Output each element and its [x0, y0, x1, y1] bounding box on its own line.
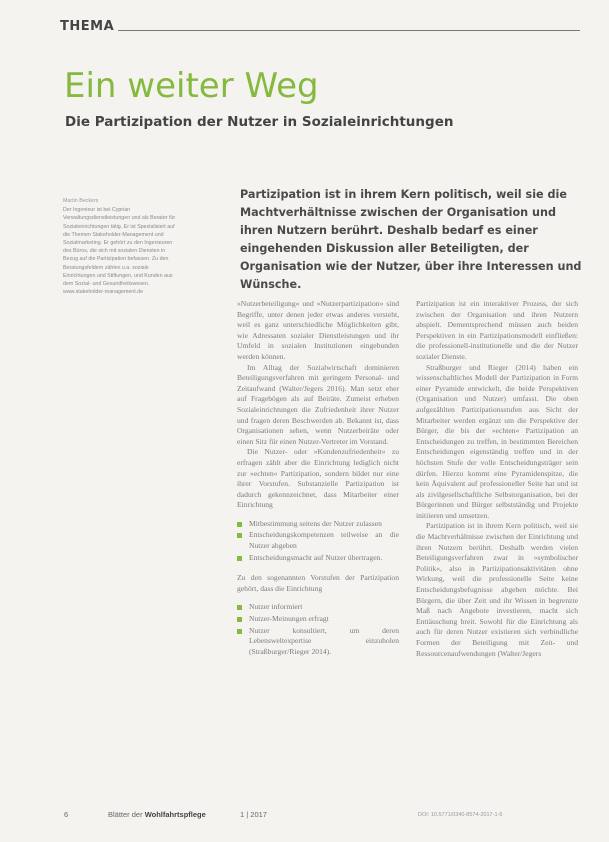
list-item	[237, 602, 399, 613]
doi-reference: DOI: 10.5771/0340-8574-2017-1-6	[418, 812, 503, 818]
list-item-text: Mitbestimmung seitens der Nutzer zulassen	[249, 518, 382, 528]
author-bio: Der Ingenieur ist bei Cyprian Verwaltungsdienstleistungen und als Berater für Sozialeinrichtungen tätig. Er ist Spezialisiert auf die Themen Stakeholder-Management und Sozialmarketing. Er gehört zu den Ingenieuren des Büros, die sich mit sozialen Diensten in Bezug auf die Partizipation befassen. Zu den Beratungsfeldern zählen u.a. soziale Einrichtungen und Stiftungen, und Kunden aus dem Sozial- und Gesundheitswesen. www.stakeholder-management.de	[63, 207, 176, 296]
bullet-list-vorstufen	[237, 602, 399, 657]
author-name: Martin Beckers	[63, 198, 99, 204]
article-title: Ein weiter Weg	[64, 66, 319, 106]
list-item	[237, 553, 399, 564]
section-rule	[118, 30, 580, 31]
body-paragraph: Zu den sogenannten Vorstufen der Partizipation gehört, dass die Einrichtung	[237, 573, 399, 593]
body-paragraph: Die Nutzer- oder »Kundenzufriedenheit« zu erfragen zählt aber die Einrichtung lediglich nicht zur »echten« Partizipation, sondern bildet nur eine ihrer Vorstufen. Substanzielle Partizipation ist dadurch gekennzeichnet, dass Mitarbeiter einer Einrichtung	[237, 447, 399, 510]
square-bullet-icon	[237, 629, 242, 634]
body-paragraph: Straßburger und Rieger (2014) haben ein wissenschaftliches Modell der Partizipation in Form einer Pyramide entwickelt, die beide Perspektiven (Organisation und Nutzer) umfasst. Die oben aufgezählten Partizipationsstufen aus Sicht der Mitarbeiter werden ergänzt um die Perspektive der Bürger, die bis der »echten« Partizipation an Entscheidungen zu treffen, in bestimmten Bereichen Entscheidungen eigenständig treffen und in der höchsten Stufe der volle Entscheidungsträger sein dürfen. Hierzu kommt eine Pyramidenspitze, die kein Äquivalent auf professioneller Seite hat und ist als zivilgesellschaftliche Selbstorganisation, bei der Bürgerinnen und Bürger selbstständig und Projekte initiieren und umsetzen.	[416, 362, 578, 520]
author-sidebar	[63, 197, 181, 296]
section-header	[60, 14, 580, 34]
square-bullet-icon	[237, 617, 242, 622]
body-paragraph: Partizipation ist in ihrem Kern politisch, weil sie die Machtverhältnisse zwischen der Einrichtung und ihren Nutzern berührt. Deshalb werden vielen Beteiligungsverfahren zwar in »symbolischer Politik«, also in Partizipationsaktivitäten ohne Wirkung, weil die professionelle Seite keine Entscheidungsbefugnisse abgeben möchte. Bei Bürgern, die über Zeit und ihr Wissen in begrenzte Maß nach Angebote investieren, macht sich Enttäuschung breit. Sowohl für die Einrichtung als auch für deren Nutzer existieren sich verbindliche Formen der Beteiligung mit Zeit- und Ressourcenaufwendungen (Walter/Jegers	[416, 521, 578, 658]
list-item	[237, 519, 399, 530]
list-item-text: Nutzer informiert	[249, 602, 303, 612]
body-paragraph: Partizipation ist ein interaktiver Prozess, der sich zwischen der Organisation und ihren Nutzern abspielt. Dementsprechend müssen auch beiden Perspektiven in ein Partizipationsmodell einfließen: die professionell-institutionelle und die der Nutzer sozialer Dienste.	[416, 299, 578, 361]
section-label: THEMA	[60, 19, 115, 34]
journal-name-bold: Wohlfahrtspflege	[144, 810, 206, 819]
square-bullet-icon	[237, 533, 242, 538]
list-item	[237, 626, 399, 658]
body-column-2	[416, 299, 578, 659]
bullet-list-partizipation	[237, 519, 399, 563]
list-item-text: Entscheidungsmacht auf Nutzer übertragen.	[249, 552, 383, 562]
body-paragraph: »Nutzerbeteiligung« und »Nutzerpartizipation« sind Begriffe, unter denen jeder etwas anderes versteht, weil es ganz unterschiedliche Möglichkeiten gibt, wie Adressaten sozialer Dienstleistungen und ihr Umfeld in sozialen Institutionen eingebunden werden können.	[237, 299, 399, 361]
body-column-1	[237, 299, 399, 667]
journal-prefix: Blätter der	[108, 810, 145, 819]
list-item-text: Entscheidungskompetenzen teilweise an die Nutzer abgeben	[249, 530, 399, 551]
list-item	[237, 614, 399, 625]
square-bullet-icon	[237, 556, 242, 561]
list-item-text: Nutzer-Meinungen erfragt	[249, 614, 329, 624]
square-bullet-icon	[237, 522, 242, 527]
page-number: 6	[64, 810, 69, 819]
issue-number: 1 | 2017	[240, 810, 267, 819]
article-subtitle: Die Partizipation der Nutzer in Sozialeinrichtungen	[65, 114, 454, 130]
body-paragraph: Im Alltag der Sozialwirtschaft dominieren Beteiligungsverfahren mit geringem Personal- und Zeitaufwand (Walter/Jegers 2016). Man setzt eher auf Fragebögen als auf Beiräte. Zumeist erheben Sozialeinrichtungen die Zufriedenheit ihrer Nutzer und fragen deren Beschwerden ab. Bekannt ist, dass Organisationen sehen, wenn Nutzerbeiräte oder einen Sitz für einen Nutzer-Vertreter im Vorstand.	[237, 362, 399, 446]
list-item-text: Nutzer konsultiert, um deren Lebensweltexpertise einzuholen (Straßburger/Rieger 2014).	[249, 625, 399, 656]
square-bullet-icon	[237, 605, 242, 610]
journal-name	[108, 808, 206, 822]
lead-paragraph: Partizipation ist in ihrem Kern politisch, weil sie die Machtverhältnisse zwischen der Organisation und ihren Nutzern berührt. Deshalb bedarf es einer eingehenden Diskussion aller Beteiligten, der Organisation wie der Nutzer, über ihre Interessen und Wünsche.	[240, 188, 582, 291]
page-footer	[0, 808, 609, 822]
list-item	[237, 530, 399, 551]
